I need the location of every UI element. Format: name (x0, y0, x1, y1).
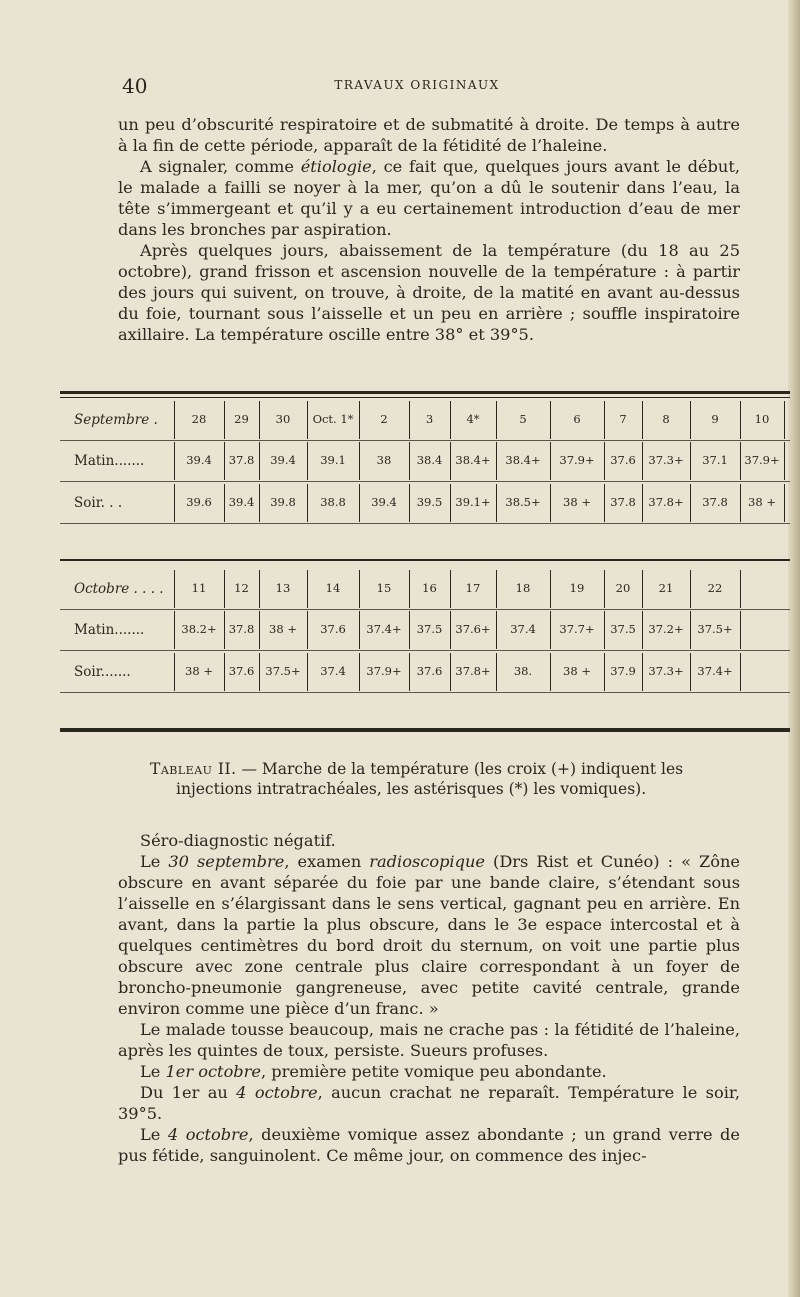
temperature-cell: 38 + (269, 622, 297, 637)
date-cell: 3 (425, 412, 434, 427)
top-text-block (118, 114, 740, 345)
date-cell: 4* (466, 412, 480, 427)
column-rule (409, 611, 410, 649)
temperature-cell: 37.9+ (744, 453, 780, 468)
column-rule (359, 570, 360, 608)
temperature-cell: 37.8+ (648, 495, 684, 510)
date-cell: Oct. 1* (312, 412, 354, 427)
column-rule (550, 442, 551, 480)
temperature-cell: 38.4 (416, 453, 443, 468)
row-label: Matin....... (74, 622, 145, 638)
row-label: Octobre . . . . (74, 581, 164, 597)
column-rule (450, 611, 451, 649)
column-rule (174, 442, 175, 480)
column-rule (740, 442, 741, 480)
temperature-cell: 37.5 (416, 622, 443, 637)
paragraph: Le 4 octobre, deuxième vomique assez abondante ; un grand verre de pus fétide, sanguinolent. Ce même jour, on commence des injec- (118, 1125, 741, 1165)
temperature-cell: 38.4+ (505, 453, 541, 468)
column-rule (450, 570, 451, 608)
column-rule (496, 442, 497, 480)
column-rule (642, 401, 643, 439)
column-rule (496, 484, 497, 522)
column-rule (224, 484, 225, 522)
caption-text-line2: injections intratrachéales, les astérisques (*) les vomiques). (176, 780, 647, 798)
date-cell: 8 (662, 412, 670, 427)
temperature-cell: 39.5 (416, 495, 443, 510)
temperature-cell: 38.2+ (181, 622, 217, 637)
paragraph: Séro-diagnostic négatif. (140, 831, 336, 850)
table-caption (150, 759, 710, 799)
column-rule (259, 401, 260, 439)
column-rule (224, 611, 225, 649)
section-divider-rule (60, 559, 790, 561)
column-rule (259, 484, 260, 522)
temperature-cell: 37.1 (702, 453, 728, 468)
paragraph: un peu d’obscurité respiratoire et de submatité à droite. De temps à autre à la fin de cette période, apparaît de la fétidité de l’haleine. (118, 115, 740, 155)
temperature-cell: 37.4+ (697, 664, 733, 679)
running-title: TRAVAUX ORIGINAUX (334, 78, 500, 92)
page-number: 40 (122, 74, 148, 98)
temperature-cell: 37.4 (510, 622, 536, 637)
column-rule (224, 401, 225, 439)
column-rule (307, 401, 308, 439)
caption-text: — Marche de la température (les croix (+) indiquent les (236, 760, 684, 778)
row-separator (60, 523, 790, 524)
column-rule (784, 442, 785, 480)
table-row-oct-date (60, 569, 790, 609)
column-rule (496, 401, 497, 439)
column-rule (259, 442, 260, 480)
temperature-cell: 37.8 (702, 495, 728, 510)
date-cell: 20 (615, 581, 631, 596)
row-label: Matin....... (74, 453, 145, 469)
column-rule (740, 401, 741, 439)
column-rule (642, 570, 643, 608)
paragraph: Le 1er octobre, première petite vomique peu abondante. (140, 1062, 607, 1081)
date-cell: 21 (658, 581, 674, 596)
column-rule (784, 484, 785, 522)
row-label: Soir. . . (74, 495, 123, 511)
date-cell: 19 (569, 581, 585, 596)
column-rule (496, 653, 497, 691)
temperature-cell: 39.4 (270, 453, 296, 468)
column-rule (740, 570, 741, 608)
temperature-cell: 38. (513, 664, 533, 679)
column-rule (259, 570, 260, 608)
column-rule (604, 611, 605, 649)
row-label: Soir....... (74, 664, 131, 680)
temperature-cell: 37.4 (320, 664, 346, 679)
temperature-cell: 38.5+ (505, 495, 541, 510)
column-rule (409, 401, 410, 439)
column-rule (784, 401, 785, 439)
table-top-rule (60, 391, 790, 394)
column-rule (359, 401, 360, 439)
temperature-cell: 37.4+ (366, 622, 402, 637)
table-bottom-rule (60, 728, 790, 732)
row-separator (60, 692, 790, 693)
temperature-cell: 39.1 (320, 453, 346, 468)
column-rule (450, 653, 451, 691)
temperature-cell: 39.8 (270, 495, 296, 510)
date-cell: 10 (754, 412, 770, 427)
temperature-cell: 37.6+ (455, 622, 491, 637)
date-cell: 14 (325, 581, 341, 596)
temperature-cell: 38.8 (320, 495, 346, 510)
temperature-cell: 38 + (563, 664, 591, 679)
temperature-cell: 38 + (748, 495, 776, 510)
paragraph: Du 1er au 4 octobre, aucun crachat ne reparaît. Température le soir, 39°5. (118, 1083, 741, 1123)
column-rule (604, 653, 605, 691)
column-rule (224, 570, 225, 608)
column-rule (224, 653, 225, 691)
column-rule (550, 401, 551, 439)
column-rule (690, 570, 691, 608)
column-rule (642, 611, 643, 649)
temperature-cell: 37.6 (610, 453, 636, 468)
column-rule (307, 484, 308, 522)
date-cell: 13 (275, 581, 291, 596)
page-header (122, 74, 712, 96)
temperature-cell: 37.8 (228, 622, 255, 637)
temperature-cell: 39.4 (371, 495, 397, 510)
date-cell: 30 (275, 412, 291, 427)
temperature-cell: 39.6 (186, 495, 212, 510)
date-cell: 11 (191, 581, 207, 596)
temperature-cell: 38.4+ (455, 453, 491, 468)
column-rule (450, 484, 451, 522)
column-rule (450, 401, 451, 439)
column-rule (550, 653, 551, 691)
column-rule (604, 570, 605, 608)
column-rule (604, 484, 605, 522)
column-rule (740, 611, 741, 649)
column-rule (259, 653, 260, 691)
temperature-cell: 37.9 (610, 664, 636, 679)
column-rule (642, 653, 643, 691)
column-rule (174, 653, 175, 691)
temperature-cell: 37.6 (320, 622, 346, 637)
date-cell: 9 (711, 412, 719, 427)
caption-label: Tableau II. (150, 760, 237, 778)
temperature-cell: 39.4 (186, 453, 212, 468)
temperature-cell: 37.8 (610, 495, 636, 510)
column-rule (359, 484, 360, 522)
temperature-cell: 37.5+ (697, 622, 733, 637)
temperature-cell: 39.4 (228, 495, 255, 510)
temperature-cell: 37.9+ (559, 453, 595, 468)
temperature-cell: 37.5+ (265, 664, 301, 679)
column-rule (740, 653, 741, 691)
temperature-cell: 37.7+ (559, 622, 595, 637)
table-row-sept-soir (60, 483, 790, 523)
column-rule (307, 611, 308, 649)
temperature-cell: 39.1+ (455, 495, 491, 510)
paragraph: Le malade tousse beaucoup, mais ne crache pas : la fétidité de l’haleine, après les quintes de toux, persiste. Sueurs profuses. (118, 1020, 740, 1060)
column-rule (409, 442, 410, 480)
column-rule (690, 442, 691, 480)
column-rule (642, 442, 643, 480)
temperature-cell: 37.5 (610, 622, 636, 637)
column-rule (259, 611, 260, 649)
column-rule (224, 442, 225, 480)
row-separator (60, 650, 790, 651)
column-rule (307, 570, 308, 608)
date-cell: 2 (380, 412, 388, 427)
date-cell: 7 (619, 412, 627, 427)
column-rule (690, 653, 691, 691)
column-rule (496, 570, 497, 608)
temperature-cell: 37.6 (416, 664, 443, 679)
column-rule (174, 484, 175, 522)
column-rule (174, 611, 175, 649)
column-rule (409, 484, 410, 522)
date-cell: 18 (515, 581, 531, 596)
date-cell: 6 (573, 412, 581, 427)
date-cell: 5 (519, 412, 527, 427)
temperature-cell: 37.8 (228, 453, 255, 468)
temperature-cell: 38 (376, 453, 392, 468)
row-separator (60, 481, 790, 482)
paragraph: A signaler, comme étiologie, ce fait que, quelques jours avant le début, le malade a failli se noyer à la mer, qu’on a dû le soutenir dans l’eau, la tête s’immergeant et qu’il y a eu certainement introduction d’eau de mer dans les bronches par aspiration. (118, 157, 740, 239)
table-row-oct-soir (60, 652, 790, 692)
bottom-text-block (118, 830, 740, 1166)
table-row-sept-date (60, 400, 790, 440)
column-rule (550, 570, 551, 608)
column-rule (174, 570, 175, 608)
column-rule (307, 653, 308, 691)
column-rule (740, 484, 741, 522)
date-cell: 17 (465, 581, 481, 596)
column-rule (642, 484, 643, 522)
temperature-cell: 37.8+ (455, 664, 491, 679)
column-rule (496, 611, 497, 649)
temperature-cell: 38 + (563, 495, 591, 510)
temperature-table (60, 391, 790, 733)
paragraph: Le 30 septembre, examen radioscopique (Drs Rist et Cunéo) : « Zône obscure en avant séparée du foie par une bande claire, s’étendant sous l’aisselle en s’élargissant dans le sens vertical, gagnant peu en arrière. En avant, dans la partie la plus obscure, dans le 3e espace intercostal et à quelques centimètres du bord droit du sternum, on voit une partie plus obscure avec zone centrale plus claire correspondant à un foyer de broncho-pneumonie gangreneuse, avec petite cavité centrale, grande environ comme une pièce d’un franc. » (118, 852, 741, 1018)
date-cell: 28 (191, 412, 207, 427)
date-cell: 16 (422, 581, 437, 596)
date-cell: 29 (234, 412, 249, 427)
temperature-cell: 37.6 (228, 664, 255, 679)
column-rule (359, 653, 360, 691)
column-rule (604, 442, 605, 480)
column-rule (174, 401, 175, 439)
column-rule (690, 611, 691, 649)
row-label: Septembre . (74, 412, 158, 428)
column-rule (604, 401, 605, 439)
column-rule (550, 484, 551, 522)
column-rule (409, 570, 410, 608)
column-rule (307, 442, 308, 480)
table-row-sept-matin (60, 441, 790, 481)
column-rule (690, 484, 691, 522)
table-top-rule-thin (60, 397, 790, 398)
temperature-cell: 37.9+ (366, 664, 402, 679)
date-cell: 12 (234, 581, 249, 596)
temperature-cell: 38 + (185, 664, 213, 679)
temperature-cell: 37.2+ (648, 622, 684, 637)
column-rule (409, 653, 410, 691)
temperature-cell: 37.3+ (648, 664, 684, 679)
column-rule (359, 611, 360, 649)
column-rule (550, 611, 551, 649)
temperature-cell: 37.3+ (648, 453, 684, 468)
date-cell: 22 (707, 581, 723, 596)
column-rule (690, 401, 691, 439)
column-rule (450, 442, 451, 480)
paragraph: Après quelques jours, abaissement de la température (du 18 au 25 octobre), grand frisson et ascension nouvelle de la température : à partir des jours qui suivent, on trouve, à droite, de la matité en avant au-dessus du foie, tournant sous l’aisselle et un peu en arrière ; souffle inspiratoire axillaire. La température oscille entre 38° et 39°5. (118, 241, 740, 344)
date-cell: 15 (376, 581, 392, 596)
table-row-oct-matin (60, 610, 790, 650)
column-rule (359, 442, 360, 480)
